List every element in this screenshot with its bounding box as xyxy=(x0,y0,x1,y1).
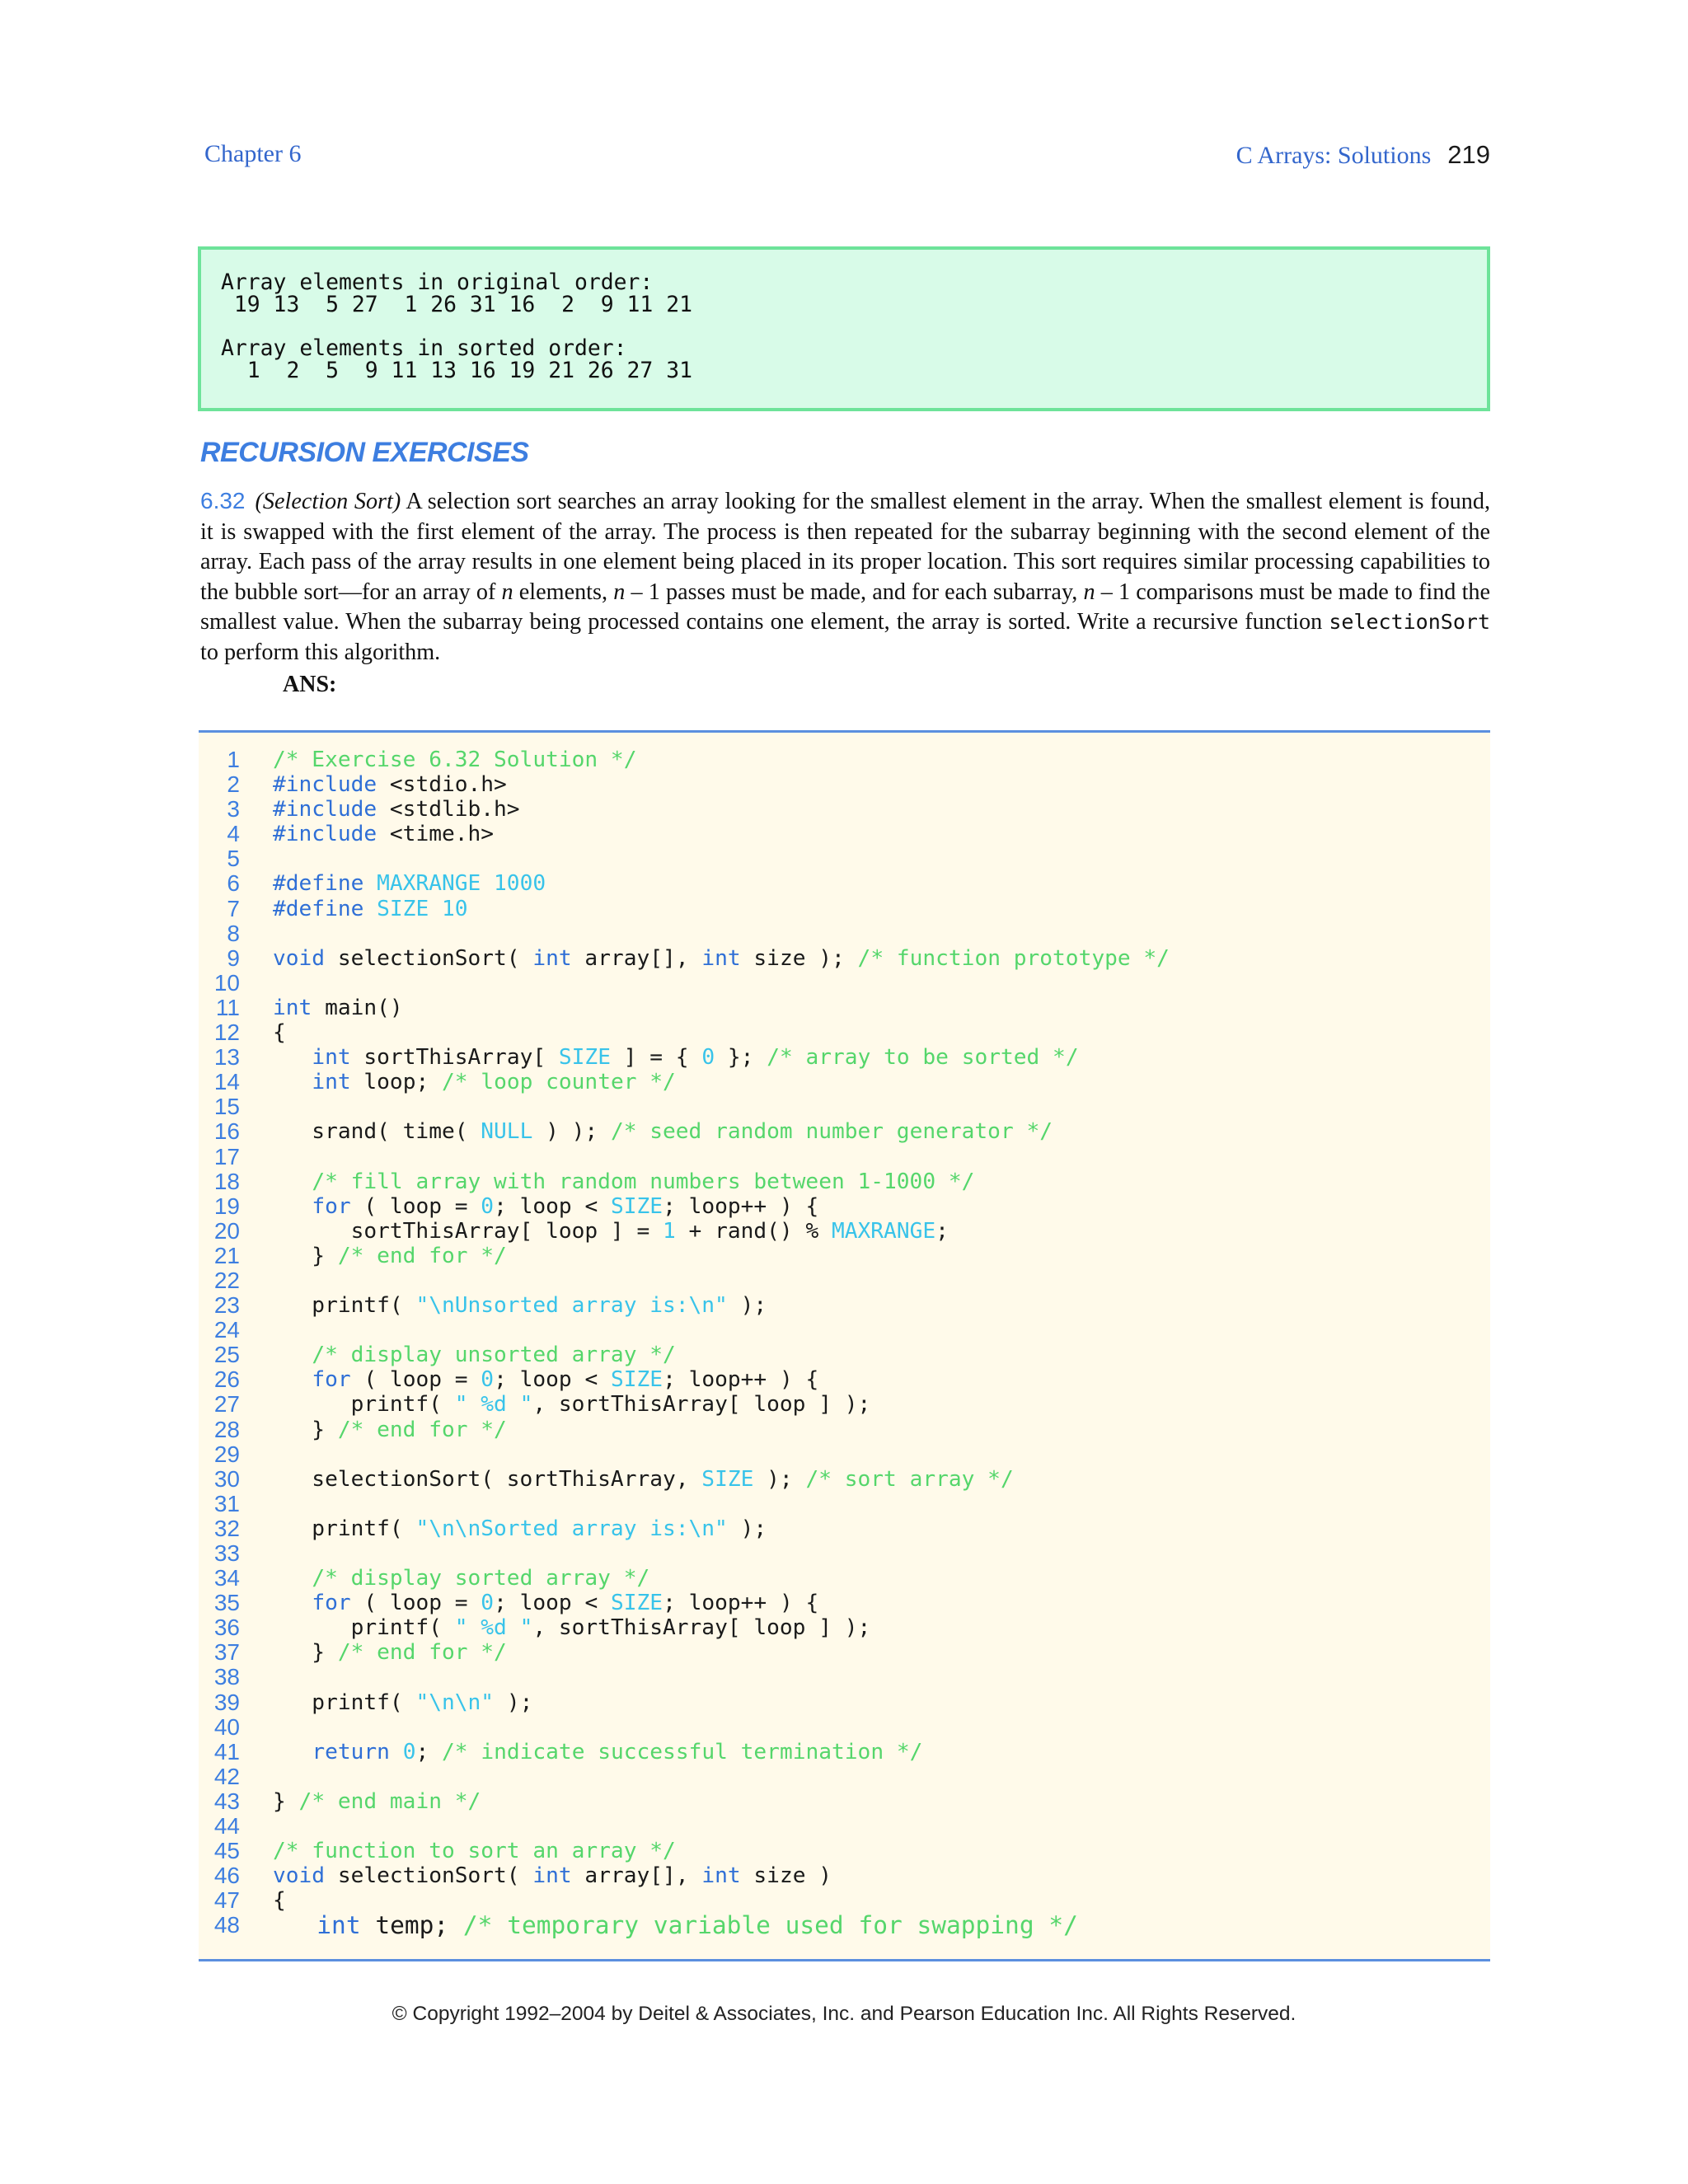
running-head-right xyxy=(1236,140,1490,170)
code-token xyxy=(273,1566,312,1591)
code-token: sortThisArray[ loop ] = xyxy=(273,1218,663,1244)
code-token: selectionSort( sortThisArray, xyxy=(273,1466,702,1492)
code-token: main() xyxy=(312,995,403,1020)
line-number: 43 xyxy=(213,1788,240,1814)
code-line xyxy=(199,1367,1490,1392)
code-token: { xyxy=(273,1020,286,1046)
code-line xyxy=(199,1194,1490,1219)
output-line: 1 2 5 9 11 13 16 19 21 26 27 31 xyxy=(221,358,692,383)
line-number: 48 xyxy=(213,1912,240,1938)
line-number: 36 xyxy=(213,1615,240,1641)
code-token: <stdlib.h> xyxy=(377,797,520,823)
exercise-text: – 1 comparisons must be made to find the smallest value. When the subarray being processed contains one element, the array is sorted. Write a recursive function xyxy=(200,579,1491,635)
code-token xyxy=(273,1169,312,1194)
code-token: ( loop = xyxy=(350,1367,481,1393)
line-number: 9 xyxy=(227,944,240,971)
code-token: sortThisArray[ xyxy=(350,1045,559,1071)
code-token: size ) xyxy=(740,1863,832,1889)
code-text xyxy=(273,1839,676,1863)
code-token: ; loop++ ) { xyxy=(663,1193,819,1219)
line-number: 22 xyxy=(213,1267,240,1293)
code-literal: 0 xyxy=(481,1367,495,1393)
code-token: , sortThisArray[ loop ] ); xyxy=(532,1392,871,1418)
code-line xyxy=(199,1516,1490,1541)
code-line xyxy=(199,1343,1490,1367)
line-number: 23 xyxy=(213,1292,240,1319)
code-text xyxy=(273,1640,507,1665)
code-literal: 1 xyxy=(663,1218,676,1244)
code-text xyxy=(273,748,636,772)
code-token: ); xyxy=(494,1690,533,1715)
line-number: 45 xyxy=(213,1838,240,1864)
line-number: 20 xyxy=(213,1217,240,1244)
code-line xyxy=(199,1442,1490,1467)
code-text xyxy=(273,1343,676,1367)
code-token: ); xyxy=(753,1466,806,1492)
code-token: ; loop < xyxy=(494,1591,611,1616)
output-line: 19 13 5 27 1 26 31 16 2 9 11 21 xyxy=(221,292,692,317)
code-line xyxy=(199,1591,1490,1615)
code-token: size ); xyxy=(740,945,858,971)
code-line xyxy=(199,1740,1490,1765)
code-literal: 0 xyxy=(481,1193,495,1219)
code-text xyxy=(273,1169,974,1194)
code-token xyxy=(273,1070,312,1094)
code-text xyxy=(273,1516,767,1541)
code-literal: "\n\n" xyxy=(415,1690,495,1715)
program-output-box xyxy=(198,246,1490,411)
code-text xyxy=(273,946,1170,971)
code-line xyxy=(199,1863,1490,1888)
code-token: ] = { xyxy=(610,1045,702,1071)
code-keyword: int xyxy=(312,1070,351,1095)
code-literal: "\nUnsorted array is:\n" xyxy=(415,1293,728,1319)
code-text xyxy=(273,1591,818,1615)
code-token: selectionSort( xyxy=(325,1863,533,1889)
code-text xyxy=(273,1020,286,1045)
line-number: 33 xyxy=(213,1540,240,1566)
code-literal: 0 xyxy=(481,1591,495,1616)
code-keyword: int xyxy=(532,945,572,971)
line-number: 14 xyxy=(213,1069,240,1095)
code-token: ); xyxy=(727,1293,767,1319)
line-number: 35 xyxy=(213,1590,240,1616)
code-line xyxy=(199,946,1490,971)
code-keyword: #define xyxy=(273,871,364,897)
code-literal: MAXRANGE 1000 xyxy=(363,871,546,897)
exercise-text: A selection sort searches an array looking for the smallest element in the array. When the smallest element is found, it is swapped with the first element of the array. The process is then repeated for the subarray beginning with the second element of the array. Each pass of the array results in one element being placed in its proper location. This sort requires similar processing capabilities to the bubble sort—for an array of xyxy=(200,489,1490,605)
code-comment: /* end for */ xyxy=(337,1417,507,1442)
code-token: ) ); xyxy=(532,1119,611,1145)
code-line xyxy=(199,748,1490,772)
line-number: 16 xyxy=(213,1118,240,1145)
code-keyword: for xyxy=(312,1591,351,1616)
code-text xyxy=(273,1740,922,1765)
code-token: ( loop = xyxy=(350,1591,481,1616)
code-keyword: int xyxy=(532,1863,572,1889)
code-line xyxy=(199,1070,1490,1094)
code-line xyxy=(199,822,1490,846)
code-keyword: int xyxy=(701,945,741,971)
code-token: printf( xyxy=(273,1392,455,1418)
code-token: ); xyxy=(727,1516,767,1541)
code-line xyxy=(199,1219,1490,1244)
code-listing xyxy=(199,730,1490,1961)
line-number: 3 xyxy=(227,796,240,823)
code-text xyxy=(273,1789,481,1814)
code-keyword: int xyxy=(701,1863,741,1889)
code-token: printf( xyxy=(273,1293,416,1319)
code-line xyxy=(199,1318,1490,1343)
code-token: <stdio.h> xyxy=(377,772,507,798)
code-text xyxy=(273,1045,1079,1070)
code-comment: /* display sorted array */ xyxy=(312,1566,650,1591)
code-literal: SIZE xyxy=(610,1193,663,1219)
copyright-notice: © Copyright 1992–2004 by Deitel & Associates, Inc. and Pearson Education Inc. All Rights Reserved. xyxy=(392,2003,1296,2025)
code-line xyxy=(199,1765,1490,1789)
line-number: 24 xyxy=(213,1317,240,1343)
code-comment: /* sort array */ xyxy=(805,1466,1014,1492)
code-line xyxy=(199,1119,1490,1144)
line-number: 37 xyxy=(213,1639,240,1666)
code-line xyxy=(199,1392,1490,1417)
line-number: 19 xyxy=(213,1193,240,1219)
code-literal: 0 xyxy=(701,1045,715,1071)
code-literal: " %d " xyxy=(454,1615,533,1641)
code-line xyxy=(199,1690,1490,1715)
code-token: ; xyxy=(415,1739,443,1765)
code-comment: /* display unsorted array */ xyxy=(312,1343,676,1368)
line-number: 25 xyxy=(213,1342,240,1368)
line-number: 42 xyxy=(213,1763,240,1789)
code-token xyxy=(390,1740,403,1765)
line-number: 6 xyxy=(227,870,240,897)
code-line xyxy=(199,1268,1490,1293)
code-line xyxy=(199,996,1490,1020)
code-text xyxy=(273,1119,1053,1144)
line-number: 41 xyxy=(213,1738,240,1765)
code-comment: /* temporary variable used for swapping */ xyxy=(462,1911,1078,1940)
code-token: }; xyxy=(715,1045,767,1071)
line-number: 4 xyxy=(227,821,240,847)
code-keyword: int xyxy=(316,1911,361,1940)
code-text xyxy=(273,1219,949,1244)
code-text xyxy=(273,996,403,1020)
code-token: } xyxy=(273,1788,299,1814)
code-text xyxy=(273,1392,870,1417)
code-keyword: #include xyxy=(273,822,377,847)
math-variable: n xyxy=(613,579,626,605)
code-token: ; loop < xyxy=(494,1367,611,1393)
code-line xyxy=(199,871,1490,896)
exercise-text: to perform this algorithm. xyxy=(200,639,441,665)
code-line xyxy=(199,921,1490,946)
line-number: 7 xyxy=(227,895,240,921)
code-line xyxy=(199,1814,1490,1839)
exercise-text: elements, xyxy=(513,579,614,605)
code-line xyxy=(199,1169,1490,1194)
code-keyword: for xyxy=(312,1367,351,1393)
code-line xyxy=(199,1244,1490,1268)
math-variable: n xyxy=(501,579,513,605)
chapter-title: C Arrays: Solutions xyxy=(1236,142,1432,169)
code-text xyxy=(273,1913,1078,1938)
code-text xyxy=(273,1293,767,1318)
code-line xyxy=(199,1045,1490,1070)
code-text xyxy=(273,1690,532,1715)
code-comment: /* end main */ xyxy=(298,1788,481,1814)
code-token: + rand() % xyxy=(675,1218,832,1244)
code-line xyxy=(199,1566,1490,1591)
code-line xyxy=(199,846,1490,871)
code-keyword: void xyxy=(273,945,326,971)
line-number: 38 xyxy=(213,1664,240,1690)
line-number: 46 xyxy=(213,1863,240,1889)
code-text xyxy=(273,1244,507,1268)
code-keyword: int xyxy=(273,995,312,1020)
code-token: selectionSort( xyxy=(325,945,533,971)
line-number: 32 xyxy=(213,1515,240,1541)
code-keyword: int xyxy=(312,1045,351,1071)
code-line xyxy=(199,1145,1490,1169)
code-token: { xyxy=(273,1888,286,1914)
code-token xyxy=(273,1367,312,1392)
code-literal: MAXRANGE xyxy=(831,1218,936,1244)
line-number: 47 xyxy=(213,1887,240,1914)
code-line xyxy=(199,1418,1490,1442)
line-number: 8 xyxy=(227,920,240,946)
line-number: 5 xyxy=(227,846,240,872)
code-text xyxy=(273,822,494,846)
code-line xyxy=(199,1492,1490,1516)
line-number: 18 xyxy=(213,1168,240,1194)
code-line xyxy=(199,797,1490,822)
code-comment: /* loop counter */ xyxy=(442,1070,676,1095)
code-token: ; loop < xyxy=(494,1193,611,1219)
code-text xyxy=(273,772,507,797)
line-number: 21 xyxy=(213,1242,240,1268)
line-number: 12 xyxy=(213,1019,240,1046)
code-token: ( loop = xyxy=(350,1193,481,1219)
code-keyword: for xyxy=(312,1193,351,1219)
code-line xyxy=(199,1715,1490,1740)
code-token: ; xyxy=(935,1218,949,1244)
line-number: 28 xyxy=(213,1416,240,1442)
code-text xyxy=(273,1467,1014,1492)
line-number: 1 xyxy=(227,747,240,772)
exercise-title: (Selection Sort) xyxy=(255,489,401,514)
line-number: 10 xyxy=(213,969,240,996)
code-token xyxy=(273,1194,312,1219)
exercise-text: – 1 passes must be made, and for each subarray, xyxy=(625,579,1084,605)
output-line: Array elements in original order: xyxy=(221,269,654,295)
code-comment: /* fill array with random numbers between 1-1000 */ xyxy=(312,1169,975,1194)
function-name-code: selectionSort xyxy=(1329,610,1490,635)
line-number: 40 xyxy=(213,1713,240,1740)
chapter-label: Chapter 6 xyxy=(204,140,302,167)
code-token: <time.h> xyxy=(377,822,495,847)
code-token: , sortThisArray[ loop ] ); xyxy=(532,1615,871,1641)
exercise-paragraph xyxy=(200,486,1490,668)
code-text xyxy=(273,1418,507,1442)
code-text xyxy=(273,1070,676,1094)
line-number: 17 xyxy=(213,1143,240,1169)
code-line xyxy=(199,1913,1490,1938)
code-token: } xyxy=(273,1640,338,1666)
code-literal: SIZE 10 xyxy=(363,896,468,921)
line-number: 2 xyxy=(227,771,240,798)
code-comment: /* function prototype */ xyxy=(857,945,1170,971)
code-text xyxy=(273,871,546,896)
answer-label: ANS: xyxy=(283,672,337,697)
code-line xyxy=(199,1020,1490,1045)
code-text xyxy=(273,1888,286,1913)
code-text xyxy=(273,1863,832,1888)
running-head xyxy=(204,140,1490,180)
line-number: 31 xyxy=(213,1490,240,1516)
code-line xyxy=(199,1467,1490,1492)
code-text xyxy=(273,1566,649,1591)
code-token: printf( xyxy=(273,1516,416,1541)
code-token: } xyxy=(273,1243,338,1268)
code-token: printf( xyxy=(273,1690,416,1715)
line-number: 15 xyxy=(213,1094,240,1120)
code-token: array[], xyxy=(571,1863,702,1889)
math-variable: n xyxy=(1083,579,1095,605)
code-line xyxy=(199,772,1490,797)
line-number: 30 xyxy=(213,1465,240,1492)
code-line xyxy=(199,1094,1490,1119)
section-heading: RECURSION EXERCISES xyxy=(200,437,529,468)
code-token: array[], xyxy=(571,945,702,971)
line-number: 44 xyxy=(213,1813,240,1840)
code-literal: "\n\nSorted array is:\n" xyxy=(415,1516,728,1541)
code-text xyxy=(273,1194,818,1219)
code-token xyxy=(273,1343,312,1367)
code-token: ; loop++ ) { xyxy=(663,1591,819,1616)
code-token xyxy=(273,1911,316,1939)
code-comment: /* end for */ xyxy=(337,1640,507,1666)
code-text xyxy=(273,1367,818,1392)
code-line xyxy=(199,971,1490,996)
code-token: } xyxy=(273,1417,338,1442)
code-token xyxy=(273,1591,312,1615)
code-literal: NULL xyxy=(481,1119,533,1145)
line-number: 34 xyxy=(213,1565,240,1591)
code-token xyxy=(273,1045,312,1070)
code-comment: /* seed random number generator */ xyxy=(610,1119,1053,1145)
line-number: 26 xyxy=(213,1366,240,1393)
code-literal: SIZE xyxy=(610,1591,663,1616)
code-literal: SIZE xyxy=(558,1045,611,1071)
code-keyword: #include xyxy=(273,772,377,798)
code-text xyxy=(273,797,520,822)
code-token: printf( xyxy=(273,1615,455,1641)
code-line xyxy=(199,1888,1490,1913)
code-literal: SIZE xyxy=(701,1466,754,1492)
output-line: Array elements in sorted order: xyxy=(221,335,627,361)
code-literal: " %d " xyxy=(454,1392,533,1418)
code-text xyxy=(273,1615,870,1640)
code-keyword: return xyxy=(312,1739,390,1765)
code-comment: /* array to be sorted */ xyxy=(767,1045,1079,1071)
line-number: 29 xyxy=(213,1441,240,1467)
code-keyword: #include xyxy=(273,797,377,823)
code-line xyxy=(199,1665,1490,1690)
code-comment: /* end for */ xyxy=(337,1243,507,1268)
code-literal: SIZE xyxy=(610,1367,663,1393)
code-line xyxy=(199,1640,1490,1665)
code-token: loop; xyxy=(350,1070,442,1095)
code-token: ; loop++ ) { xyxy=(663,1367,819,1393)
code-text xyxy=(273,897,468,921)
line-number: 39 xyxy=(213,1689,240,1715)
page-number: 219 xyxy=(1447,140,1490,169)
line-number: 13 xyxy=(213,1044,240,1071)
code-line xyxy=(199,1293,1490,1318)
code-token: temp; xyxy=(360,1911,463,1940)
code-line xyxy=(199,1615,1490,1640)
code-line xyxy=(199,1541,1490,1566)
code-keyword: #define xyxy=(273,896,364,921)
code-token: srand( time( xyxy=(273,1119,481,1145)
code-literal: 0 xyxy=(402,1739,416,1765)
output-blank-line xyxy=(221,316,1487,337)
code-token xyxy=(273,1740,312,1765)
code-comment: /* Exercise 6.32 Solution */ xyxy=(273,748,637,772)
line-number: 27 xyxy=(213,1391,240,1418)
code-comment: /* indicate successful termination */ xyxy=(442,1739,923,1765)
code-comment: /* function to sort an array */ xyxy=(273,1839,676,1864)
exercise-number: 6.32 xyxy=(200,488,246,513)
code-keyword: void xyxy=(273,1863,326,1889)
code-line xyxy=(199,1839,1490,1863)
line-number: 11 xyxy=(215,994,240,1020)
code-line xyxy=(199,1789,1490,1814)
code-line xyxy=(199,897,1490,921)
